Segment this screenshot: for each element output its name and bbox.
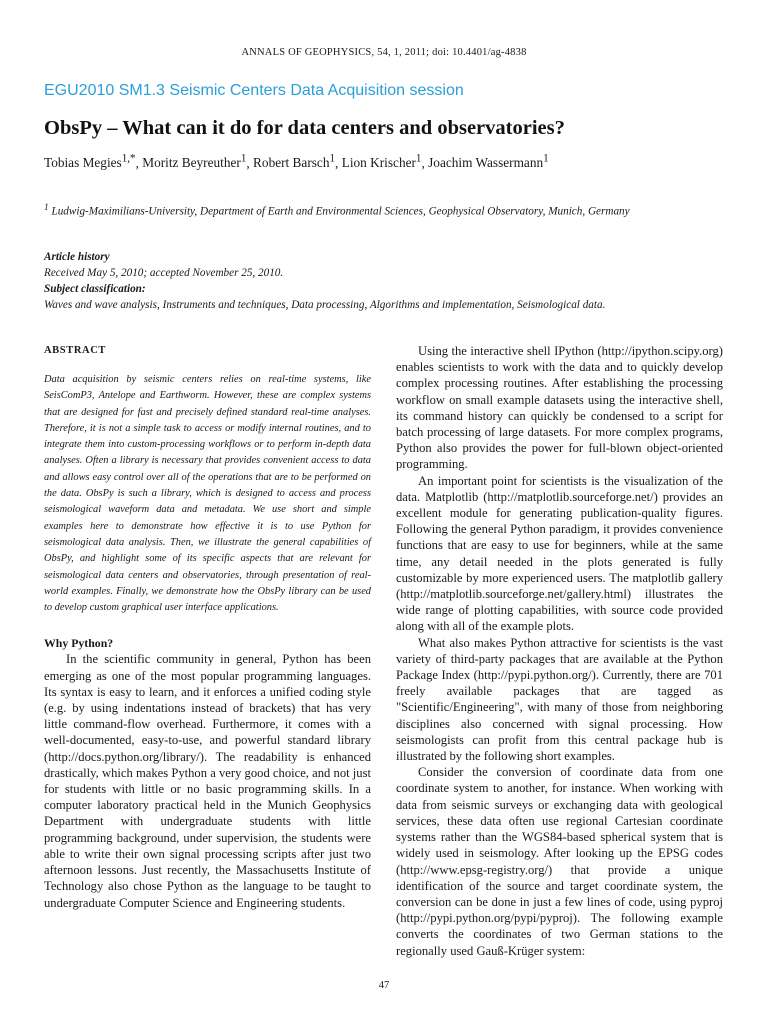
page-number: 47: [378, 980, 390, 991]
right-column: [396, 343, 723, 959]
paragraph-coordinates: Consider the conversion of coordinate data from one coordinate system to another, for instance. When working with data from seismic surveys or exchanging data with geological services, these data often use regional Cartesian coordinate systems rather than the WGS84-based spherical system that is widely used in seismology. After looking up the EPSG codes (http://www.epsg-registry.org/) that provide a unique identification of the source and target coordinate system, the conversion can be done in just a few lines of code, using pyproj (http://pypi.python.org/pypi/pyproj). The following example converts the coordinates of two German stations to the regionally used Gauß-Krüger system:: [396, 765, 723, 958]
left-column: [44, 343, 371, 911]
session-label: EGU2010 SM1.3 Seismic Centers Data Acquisition session: [44, 82, 464, 99]
author: Joachim Wassermann$^1$: [428, 153, 549, 171]
received-dates: Received May 5, 2010; accepted November 25, 2010.: [44, 267, 284, 279]
abstract-heading: ABSTRACT: [44, 345, 106, 356]
paragraph-ipython: Using the interactive shell IPython (http://ipython.scipy.org) enables scientists to work with the data and to quickly develop complex processing routines. After establishing the processing workflow on small example datasets using the interactive shell, its command history can quickly be condensed to a script for batch processing of large datasets. For more complex programs, Python also provides the power for full-blown object-oriented programming.: [396, 344, 723, 472]
paragraph-packages: What also makes Python attractive for scientists is the vast variety of third-party packages that are available at the Python Package Index (http://pypi.python.org/). Currently, there are 701 freely available packages that are tagged as "Scientific/Engineering", with many of those from neighboring disciplines also concerned with signal processing. How seismologists can profit from this central package hub is illustrated by the following short examples.: [396, 635, 723, 764]
history-heading: Article history: [44, 251, 110, 263]
author: Lion Krischer$^1$: [341, 153, 422, 171]
classification-text: Waves and wave analysis, Instruments and techniques, Data processing, Algorithms and implementation, Seismological data.: [44, 299, 606, 311]
why-python-text: In the scientific community in general, Python has been emerging as one of the most popular programming languages. Its syntax is easy to learn, and it enforces a unified coding style (e.g. by using indentations instead of brackets) that has very little command-flow overhead. Furthermore, it comes with a well-documented, easy-to-use, and powerful standard library (http://docs.python.org/library/). The readability is enhanced drastically, which makes Python a very good choice, and not just for students with little or no basic programming skills. In a computer laboratory practical held in the Munich Geophysics Department with undergraduate students with little programming background, under supervision, the students were able to write their own signal processing scripts after just two afternoon lessons. Just recently, the Massachusetts Institute of Technology also chose Python as the language to be taught to undergraduate Computer Science and Engineering students.: [44, 652, 371, 910]
author: Moritz Beyreuther$^1$: [142, 153, 247, 171]
classification-heading: Subject classification:: [44, 283, 146, 295]
affiliation: $^1$ Ludwig-Maximilians-University, Department of Earth and Environmental Sciences, Geophysical Observatory, Munich, Germany: [44, 203, 630, 218]
article-history: [44, 249, 734, 313]
why-python-heading: Why Python?: [44, 636, 114, 651]
authors: Tobias Megies$^{1,*}$, Moritz Beyreuther$^1$, Robert Barsch$^1$, Lion Krischer$^1$, Joachim Wassermann$^1$: [44, 153, 549, 171]
journal-header: ANNALS OF GEOPHYSICS, 54, 1, 2011; doi: 10.4401/ag-4838: [241, 47, 527, 58]
author: Robert Barsch$^1$: [253, 153, 336, 171]
paper-title: ObsPy – What can it do for data centers and observatories?: [44, 117, 565, 139]
author: Tobias Megies$^{1,*}$: [44, 153, 136, 171]
abstract-text: Data acquisition by seismic centers relies on real-time systems, like SeisComP3, Antelope and Earthworm. However, these are complex systems that are designed for fast and precisely defined standard real-time analyses. Therefore, it is not a simple task to access or modify internal routines, and to integrate them into custom-processing workflows or to perform in-depth data analyses. Often a library is necessary that provides convenient access to data and allows easy control over all of the operations that are to be performed on the data. ObsPy is such a library, which is designed to access and process seismological waveform data and metadata. We use short and simple examples here to demonstrate how effective it is to use Python for seismological data analysis. Then, we illustrate the general capabilities of ObsPy, and highlight some of its specific aspects that are relevant for seismological data centers and observatories, through presentation of real-world examples. Finally, we demonstrate how the ObsPy library can be used to develop custom graphical user interface applications.: [44, 374, 371, 614]
paragraph-matplotlib: An important point for scientists is the visualization of the data. Matplotlib (http://matplotlib.sourceforge.net/) provides an excellent module for generating publication-quality figures. Following the general Python paradigm, it provides convenience functions that are easy to use for beginners, while at the same time, any detail needed in the plots generated is fully customizable by more experienced users. The matplotlib gallery (http://matplotlib.sourceforge.net/gallery.html) illustrates the wide range of plotting capabilities, with source code provided along with all of the example plots.: [396, 473, 723, 634]
